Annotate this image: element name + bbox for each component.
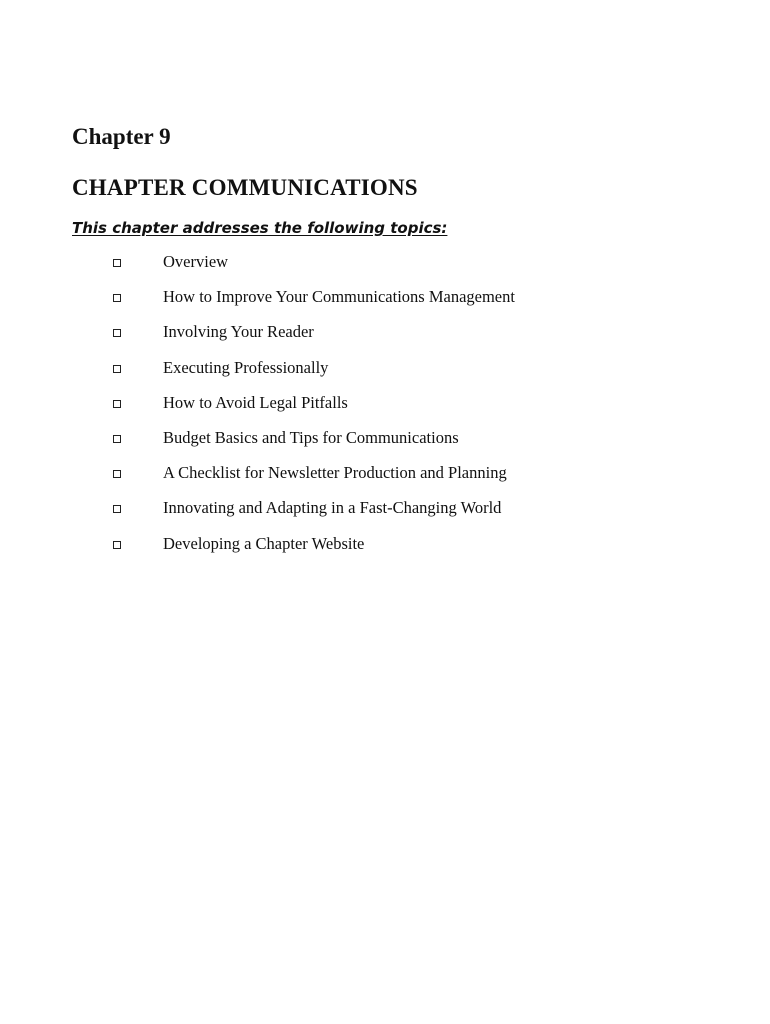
topic-item xyxy=(0,285,770,320)
topic-item xyxy=(0,532,770,567)
checkbox-square-icon xyxy=(113,435,121,443)
topic-text: Innovating and Adapting in a Fast-Changing World xyxy=(163,498,502,518)
topic-item xyxy=(0,250,770,285)
checkbox-square-icon xyxy=(113,470,121,478)
topic-text: Budget Basics and Tips for Communications xyxy=(163,427,459,447)
checkbox-square-icon xyxy=(113,365,121,373)
topic-text: Executing Professionally xyxy=(163,357,329,377)
topic-list xyxy=(0,250,770,567)
topic-item xyxy=(0,391,770,426)
topic-item xyxy=(0,356,770,391)
checkbox-square-icon xyxy=(113,541,121,549)
chapter-number: Chapter 9 xyxy=(72,124,171,149)
checkbox-square-icon xyxy=(113,329,121,337)
topic-text: How to Avoid Legal Pitfalls xyxy=(163,392,348,412)
topic-text: Overview xyxy=(163,252,229,271)
topic-text: Involving Your Reader xyxy=(163,322,314,342)
topic-item xyxy=(0,426,770,461)
topic-item xyxy=(0,461,770,496)
topic-item xyxy=(0,320,770,355)
checkbox-square-icon xyxy=(113,294,121,302)
checkbox-square-icon xyxy=(113,259,121,267)
topic-item xyxy=(0,496,770,531)
topic-text: A Checklist for Newsletter Production and Planning xyxy=(163,463,507,483)
chapter-title: CHAPTER COMMUNICATIONS xyxy=(72,175,418,200)
topic-text: Developing a Chapter Website xyxy=(163,533,365,553)
checkbox-square-icon xyxy=(113,505,121,513)
topics-intro: This chapter addresses the following topics: xyxy=(72,219,448,237)
checkbox-square-icon xyxy=(113,400,121,408)
topic-text: How to Improve Your Communications Management xyxy=(163,287,515,307)
